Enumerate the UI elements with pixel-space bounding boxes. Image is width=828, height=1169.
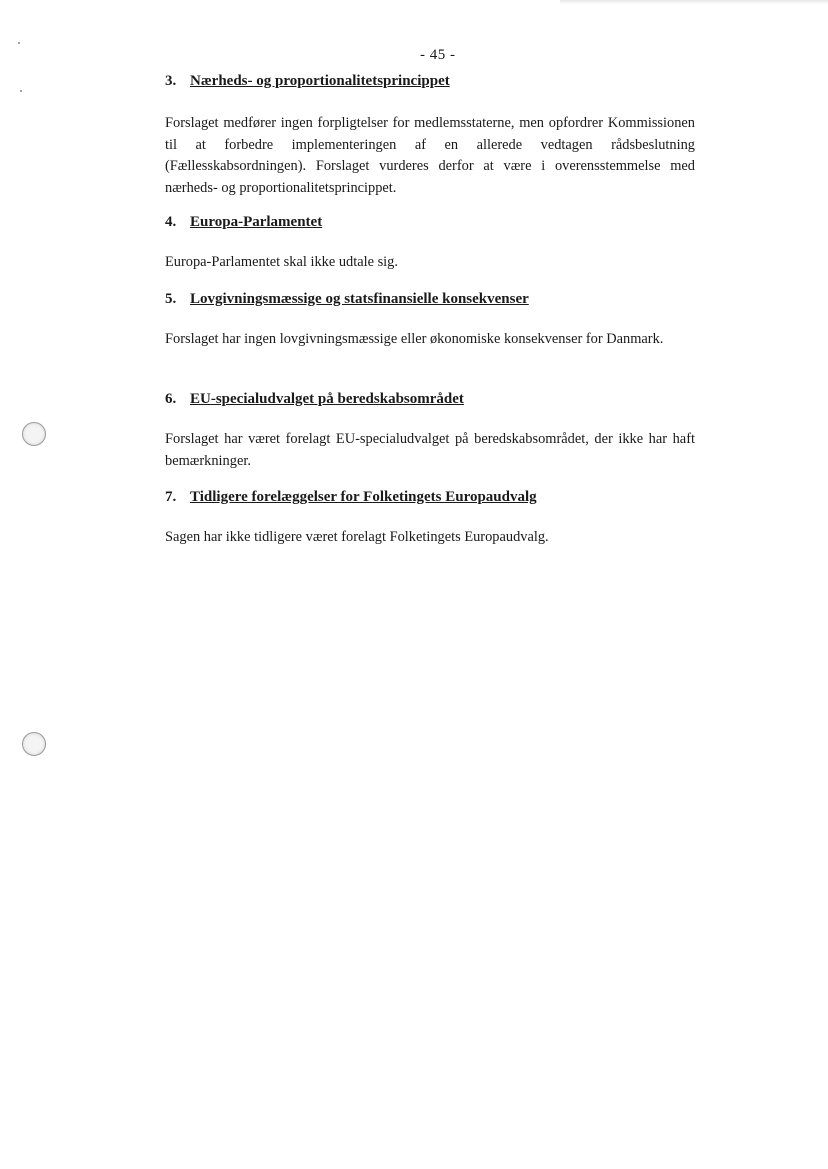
page-number: - 45 - bbox=[420, 47, 456, 63]
section-number: 5. bbox=[165, 291, 177, 307]
section-paragraph: Europa-Parlamentet skal ikke udtale sig. bbox=[165, 254, 398, 270]
section-heading bbox=[165, 489, 695, 506]
section-number: 3. bbox=[165, 73, 177, 89]
section-title: Tidligere forelæggelser for Folketingets Europaudvalg bbox=[190, 489, 537, 505]
punch-hole-bottom bbox=[22, 732, 46, 756]
section-5 bbox=[165, 291, 695, 351]
scan-edge-shadow bbox=[560, 0, 828, 4]
section-title: Lovgivningsmæssige og statsfinansielle konsekvenser bbox=[190, 291, 529, 307]
scan-speck bbox=[18, 42, 20, 44]
section-4 bbox=[165, 214, 695, 274]
section-heading bbox=[165, 291, 695, 308]
section-paragraph: Forslaget har været forelagt EU-specialudvalget på beredskabsområdet, der ikke har haft bemærkninger. bbox=[165, 431, 695, 469]
section-number: 6. bbox=[165, 391, 177, 407]
section-heading bbox=[165, 391, 695, 408]
section-title: Europa-Parlamentet bbox=[190, 214, 323, 230]
section-heading bbox=[165, 214, 695, 231]
section-3 bbox=[165, 73, 695, 199]
section-heading bbox=[165, 73, 695, 90]
section-title: EU-specialudvalget på beredskabsområdet bbox=[190, 391, 464, 407]
section-number: 7. bbox=[165, 489, 177, 505]
section-7 bbox=[165, 489, 695, 549]
scan-speck bbox=[20, 90, 22, 92]
section-paragraph: Forslaget medfører ingen forpligtelser for medlemsstaterne, men opfordrer Kommissionen til at forbedre implementeringen af en allerede vedtagen rådsbeslutning (Fællesskabsordningen). Forslaget vurderes derfor at være i overensstemmelse med nærheds- og proportionalitetsprincippet. bbox=[165, 115, 695, 196]
section-paragraph: Sagen har ikke tidligere været forelagt Folketingets Europaudvalg. bbox=[165, 529, 549, 545]
section-6 bbox=[165, 391, 695, 472]
punch-hole-top bbox=[22, 422, 46, 446]
section-number: 4. bbox=[165, 214, 177, 230]
section-paragraph: Forslaget har ingen lovgivningsmæssige eller økonomiske konsekvenser for Danmark. bbox=[165, 331, 664, 347]
section-title: Nærheds- og proportionalitetsprincippet bbox=[190, 73, 450, 89]
